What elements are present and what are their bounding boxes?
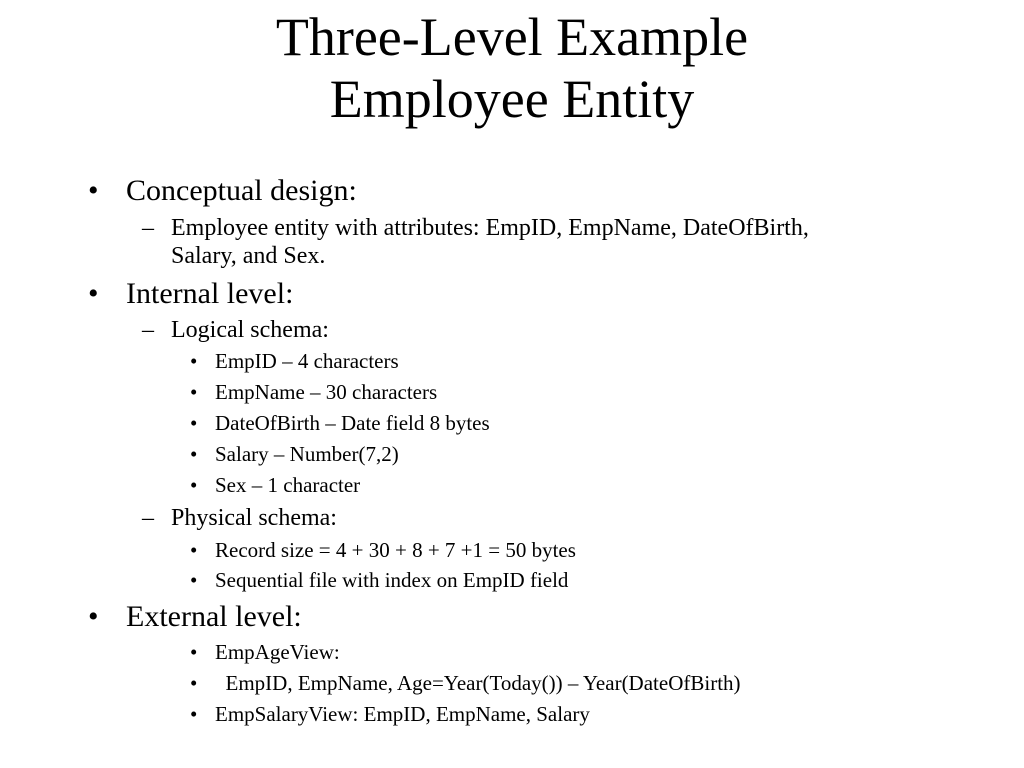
bullet-dot-icon: • <box>190 702 198 726</box>
conceptual-desc-line-2: Salary, and Sex. <box>171 243 326 269</box>
heading-logical-schema: Logical schema: <box>171 317 329 343</box>
bullet-dot-icon: • <box>190 411 198 435</box>
external-item-empageview: EmpAgeView: <box>215 640 340 664</box>
dash-icon: – <box>142 215 154 241</box>
bullet-dot-icon: • <box>190 640 198 664</box>
physical-item-sequential-file: Sequential file with index on EmpID field <box>215 568 569 592</box>
heading-physical-schema: Physical schema: <box>171 505 337 531</box>
logical-item-empid: EmpID – 4 characters <box>215 349 399 373</box>
title-line-1: Three-Level Example <box>275 7 749 67</box>
bullet-dot-icon: • <box>190 538 198 562</box>
heading-external-level: External level: <box>126 600 302 633</box>
bullet-dot-icon: • <box>190 568 198 592</box>
external-item-empageview-fields: EmpID, EmpName, Age=Year(Today()) – Year(DateOfBirth) <box>215 671 741 695</box>
bullet-dot-icon: • <box>190 349 198 373</box>
bullet-dot-icon: • <box>190 380 198 404</box>
bullet-dot-icon: • <box>190 473 198 497</box>
heading-conceptual-design: Conceptual design: <box>126 174 357 207</box>
logical-item-sex: Sex – 1 character <box>215 473 361 497</box>
logical-item-empname: EmpName – 30 characters <box>215 380 438 404</box>
heading-internal-level: Internal level: <box>126 277 294 310</box>
logical-item-salary: Salary – Number(7,2) <box>215 442 399 466</box>
bullet-dot-icon: • <box>190 671 198 695</box>
physical-item-record-size: Record size = 4 + 30 + 8 + 7 +1 = 50 bytes <box>215 538 576 562</box>
dash-icon: – <box>142 317 154 343</box>
logical-item-dateofbirth: DateOfBirth – Date field 8 bytes <box>215 411 490 435</box>
dash-icon: – <box>142 505 154 531</box>
bullet-dot-icon: • <box>88 174 99 207</box>
bullet-dot-icon: • <box>88 277 99 310</box>
bullet-dot-icon: • <box>88 600 99 633</box>
external-item-empsalaryview: EmpSalaryView: EmpID, EmpName, Salary <box>215 702 590 726</box>
title-line-2: Employee Entity <box>329 69 695 129</box>
conceptual-desc-line-1: Employee entity with attributes: EmpID, EmpName, DateOfBirth, <box>171 215 809 241</box>
bullet-dot-icon: • <box>190 442 198 466</box>
